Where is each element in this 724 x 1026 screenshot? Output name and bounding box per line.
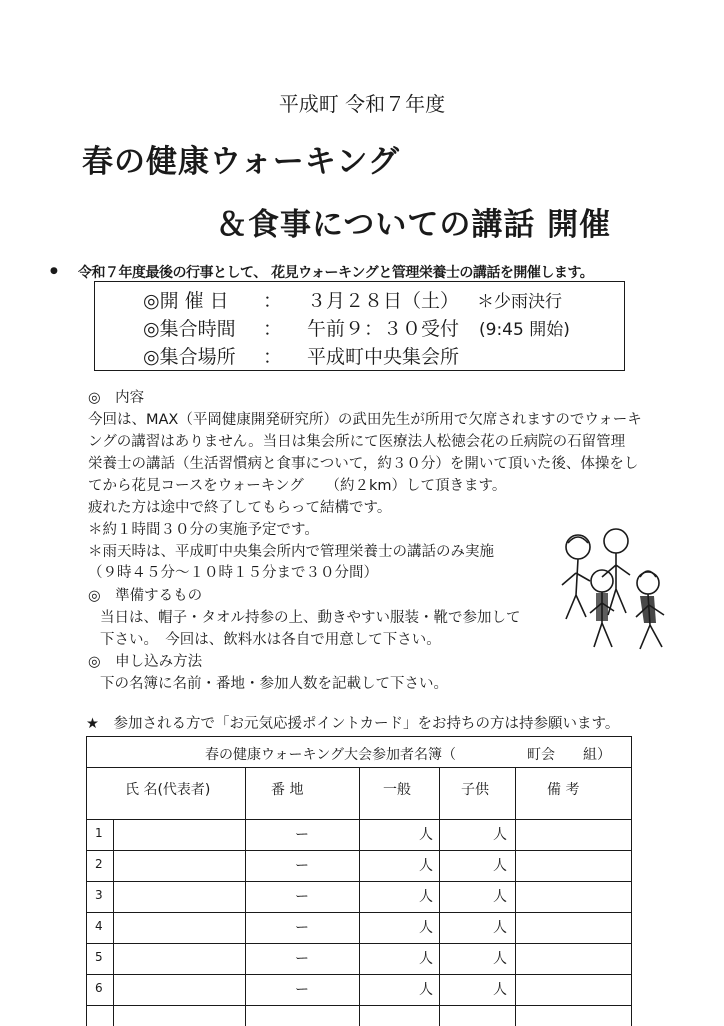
walking-people-illustration (558, 523, 678, 653)
content-line: ＊約１時間３０分の実施予定です。 (88, 522, 319, 538)
date-value: ３月２８日（土） (307, 290, 460, 312)
header-line: 平成町 令和７年度 (278, 92, 446, 116)
content-heading: ◎ 内容 (88, 390, 145, 406)
row-number: 6 (95, 981, 103, 995)
content-line: ングの講習はありません。当日は集会所にて医療法人松徳会花の丘病院の石留管理 (88, 434, 626, 450)
place-label: ◎集合場所 (143, 346, 236, 368)
child-unit: 人 (493, 889, 507, 905)
date-note: ＊少雨決行 (477, 292, 562, 312)
table-title-row (87, 739, 631, 768)
prepare-line: 下さい。 今回は、飲料水は各自で用意して下さい。 (100, 632, 441, 648)
header-adult: 一般 (383, 782, 411, 798)
row-number: 5 (95, 950, 103, 964)
header-name: 氏 名(代表者) (125, 782, 211, 798)
address-dash: ー (295, 827, 309, 843)
content-line: 疲れた方は途中で終了してもらって結構です。 (88, 500, 392, 516)
place-colon: ： (263, 346, 283, 368)
child-unit: 人 (493, 951, 507, 967)
lead-text: 令和７年度最後の行事として、 花見ウォーキングと管理栄養士の講話を開催します。 (78, 265, 594, 281)
address-dash: ー (295, 858, 309, 874)
info-time-row (95, 314, 624, 342)
address-dash: ー (295, 889, 309, 905)
table-group-label: 組） (583, 747, 611, 763)
apply-line: 下の名簿に名前・番地・参加人数を記載して下さい。 (100, 676, 448, 692)
address-dash: ー (295, 951, 309, 967)
adult-unit: 人 (419, 889, 433, 905)
row-number: 2 (95, 857, 103, 871)
table-row[interactable] (87, 850, 631, 882)
info-box (94, 281, 625, 371)
table-title: 春の健康ウォーキング大会参加者名簿（ (205, 747, 457, 763)
row-number: 4 (95, 919, 103, 933)
table-row[interactable] (87, 912, 631, 944)
table-row[interactable] (87, 881, 631, 913)
header-remarks: 備 考 (547, 782, 580, 798)
table-row[interactable] (87, 974, 631, 1006)
adult-unit: 人 (419, 827, 433, 843)
date-label: ◎開 催 日 (143, 290, 229, 312)
content-line: 栄養士の講話（生活習慣病と食事について，約３０分）を開いて頂いた後、体操をし (88, 456, 639, 472)
child-unit: 人 (493, 982, 507, 998)
time-value: 午前９：３０受付 (307, 318, 460, 340)
content-line: てから花見コースをウォーキング （約２km）して頂きます。 (88, 478, 507, 494)
prepare-heading: ◎ 準備するもの (88, 588, 203, 604)
content-line: ＊雨天時は、平成町中央集会所内で管理栄養士の講話のみ実施 (88, 544, 494, 560)
title-line1: 春の健康ウォーキング (82, 144, 400, 180)
apply-heading: ◎ 申し込み方法 (88, 654, 203, 670)
adult-unit: 人 (419, 920, 433, 936)
child-unit: 人 (493, 858, 507, 874)
adult-unit: 人 (419, 982, 433, 998)
prepare-line: 当日は、帽子・タオル持参の上、動きやすい服装・靴で参加して (100, 610, 521, 626)
table-row[interactable] (87, 819, 631, 851)
info-place-row (95, 342, 624, 370)
title-line2: ＆食事についての講話 開催 (216, 207, 612, 243)
child-unit: 人 (493, 920, 507, 936)
time-label: ◎集合時間 (143, 318, 236, 340)
content-line: 今回は、MAX（平岡健康開発研究所）の武田先生が所用で欠席されますのでウォーキ (88, 412, 642, 428)
participant-table (86, 736, 632, 1026)
time-note: (9:45 開始) (479, 320, 570, 340)
table-town-label: 町会 (527, 747, 555, 763)
time-colon: ： (263, 318, 283, 340)
place-value: 平成町中央集会所 (307, 346, 460, 368)
adult-unit: 人 (419, 858, 433, 874)
row-number: 1 (95, 826, 103, 840)
address-dash: ー (295, 920, 309, 936)
notice-line: ★ 参加される方で「お元気応援ポイントカード」をお持ちの方は持参願います。 (86, 716, 620, 732)
address-dash: ー (295, 982, 309, 998)
table-row[interactable] (87, 943, 631, 975)
info-date-row (95, 286, 624, 314)
child-unit: 人 (493, 827, 507, 843)
adult-unit: 人 (419, 951, 433, 967)
header-address: 番 地 (271, 782, 304, 798)
row-number: 3 (95, 888, 103, 902)
header-child: 子供 (461, 782, 489, 798)
content-line: （９時４５分～１０時１５分まで３０分間） (88, 565, 378, 581)
scan-mark-icon: ● (50, 266, 58, 276)
date-colon: ： (263, 290, 283, 312)
